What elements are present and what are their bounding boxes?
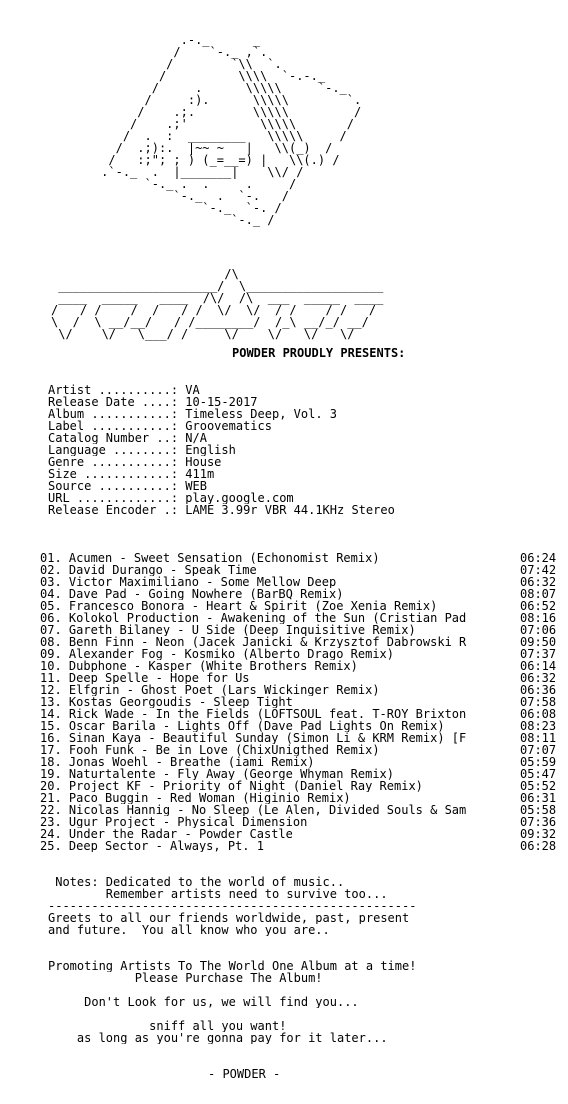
greets-line: Greets to all our friends worldwide, past, present (48, 912, 410, 924)
track-time: 05:47 (520, 767, 557, 781)
footer-signature: - POWDER - (208, 1067, 281, 1081)
sniff-line: sniff all you want! (48, 1020, 287, 1032)
track-time: 06:32 (520, 575, 557, 589)
nfo-footer-text (48, 858, 548, 1044)
track-time: 05:59 (520, 755, 557, 769)
track-row (0, 576, 568, 588)
track-time: 06:32 (520, 671, 557, 685)
track-row (0, 624, 568, 636)
track-title: 04. Dave Pad - Going Nowhere (BarBQ Remix) (40, 588, 344, 600)
track-row (0, 684, 568, 696)
track-row (0, 744, 568, 756)
track-time: 06:52 (520, 599, 557, 613)
track-row (0, 768, 568, 780)
track-row (0, 780, 568, 792)
info-row: Catalog Number ..: N/A (48, 432, 207, 444)
track-title: 06. Kolokol Production - Awakening of the Sun (Cristian Pad (40, 612, 467, 624)
track-time: 07:07 (520, 743, 557, 757)
track-title: 02. David Durango - Speak Time (40, 564, 257, 576)
track-row (0, 588, 568, 600)
track-time: 05:52 (520, 779, 557, 793)
info-row: Language ........: English (48, 444, 236, 456)
notes-rule: --------------------------------------------------- (48, 900, 417, 912)
track-time: 07:37 (520, 647, 557, 661)
notes-line: Remember artists need to survive too... (48, 888, 388, 900)
track-row (0, 564, 568, 576)
track-title: 17. Fooh Funk - Be in Love (ChixUnigthed Remix) (40, 744, 380, 756)
track-time: 06:36 (520, 683, 557, 697)
track-title: 08. Benn Finn - Neon (Jacek Janicki & Krzysztof Dabrowski R (40, 636, 467, 648)
track-row (0, 708, 568, 720)
tracklist (0, 552, 568, 852)
track-row (0, 828, 568, 840)
info-row: Artist ..........: VA (48, 384, 200, 396)
track-time: 07:42 (520, 563, 557, 577)
track-row (0, 636, 568, 648)
track-title: 16. Sinan Kaya - Beautiful Sunday (Simon Li & KRM Remix) [F (40, 732, 467, 744)
track-time: 08:11 (520, 731, 557, 745)
track-time: 07:06 (520, 623, 557, 637)
track-title: 22. Nicolas Hannig - No Sleep (Le Alen, Divided Souls & Sam (40, 804, 467, 816)
track-time: 09:32 (520, 827, 557, 841)
divider: ___________________________________________________ (48, 858, 417, 870)
track-title: 05. Francesco Bonora - Heart & Spirit (Zoe Xenia Remix) (40, 600, 438, 612)
info-row: Label ...........: Groovematics (48, 420, 272, 432)
track-row (0, 732, 568, 744)
presents-heading: POWDER PROUDLY PRESENTS: (232, 346, 406, 360)
promo-line: Promoting Artists To The World One Album at a time! (48, 960, 417, 972)
track-row (0, 660, 568, 672)
track-time: 08:16 (520, 611, 557, 625)
track-time: 06:28 (520, 839, 557, 853)
track-time: 06:14 (520, 659, 557, 673)
track-title: 09. Alexander Fog - Kosmiko (Alberto Drago Remix) (40, 648, 395, 660)
info-row: Size ............: 411m (48, 468, 215, 480)
track-title: 21. Paco Buggin - Red Woman (Higinio Remix) (40, 792, 351, 804)
track-time: 05:58 (520, 803, 557, 817)
greets-line: and future. You all know who you are.. (48, 924, 330, 936)
track-row (0, 600, 568, 612)
track-row (0, 720, 568, 732)
track-title: 25. Deep Sector - Always, Pt. 1 (40, 840, 264, 852)
track-time: 06:31 (520, 791, 557, 805)
lookfor-line: Don't Look for us, we will find you... (48, 996, 359, 1008)
sniff-line: as long as you're gonna pay for it later... (48, 1032, 388, 1044)
powder-ascii-logo (51, 268, 461, 348)
promo-line: Please Purchase The Album! (48, 972, 323, 984)
track-row (0, 672, 568, 684)
track-title: 12. Elfgrin - Ghost Poet (Lars Wickinger Remix) (40, 684, 380, 696)
track-row (0, 816, 568, 828)
info-row: Source ..........: WEB (48, 480, 207, 492)
track-title: 18. Jonas Woehl - Breathe (iami Remix) (40, 756, 315, 768)
divider: ___________________________________________________ (48, 516, 417, 528)
track-row (0, 696, 568, 708)
info-row: Release Encoder .: LAME 3.99r VBR 44.1KHz Stereo (48, 504, 395, 516)
info-row: URL .............: play.google.com (48, 492, 294, 504)
track-time: 08:23 (520, 719, 557, 733)
track-time: 07:58 (520, 695, 557, 709)
info-row: Genre ...........: House (48, 456, 222, 468)
track-row (0, 840, 568, 852)
track-time: 06:24 (520, 551, 557, 565)
track-row (0, 648, 568, 660)
ascii-logo-text: /\ ______________________/ \___________________ ____ _____ ____ /\/ /\ ___ _____ ____ / / / / / / / \/ \/ / / / / / \ / \ __/__/ / /________/ /_\ __/_/ __/ \/ \/ \___/ / \/ \/ \/ \/ (51, 268, 384, 341)
release-info-block (48, 384, 548, 528)
track-title: 15. Oscar Barila - Lights Off (Dave Pad Lights On Remix) (40, 720, 445, 732)
track-title: 19. Naturtalente - Fly Away (George Whyman Remix) (40, 768, 395, 780)
track-row (0, 792, 568, 804)
notes-line: Notes: Dedicated to the world of music.. (48, 876, 345, 888)
track-row (0, 804, 568, 816)
track-row (0, 756, 568, 768)
track-time: 07:36 (520, 815, 557, 829)
track-title: 13. Kostas Georgoudis - Sleep Tight (40, 696, 293, 708)
track-title: 03. Victor Maximiliano - Some Mellow Deep (40, 576, 337, 588)
track-title: 01. Acumen - Sweet Sensation (Echonomist Remix) (40, 552, 380, 564)
info-row: Album ...........: Timeless Deep, Vol. 3 (48, 408, 337, 420)
info-row: Release Date ....: 10-15-2017 (48, 396, 258, 408)
track-time: 09:50 (520, 635, 557, 649)
track-title: 24. Under the Radar - Powder Castle (40, 828, 293, 840)
track-row (0, 612, 568, 624)
track-title: 07. Gareth Bilaney - U Side (Deep Inquisitive Remix) (40, 624, 416, 636)
track-title: 14. Rick Wade - In the Fields (LOFTSOUL feat. T-ROY Brixton (40, 708, 467, 720)
track-title: 20. Project KF - Priority of Night (Daniel Ray Remix) (40, 780, 423, 792)
track-time: 08:07 (520, 587, 557, 601)
track-title: 23. Ugur Project - Physical Dimension (40, 816, 308, 828)
track-time: 06:08 (520, 707, 557, 721)
ascii-tilted-box-art: .-._ _ / `-._ ,`. / `\\ `. / \\\\ `-.-._ / . \\\\\ `-._ / :). \\\\\ `. / .;. \\\\\ / / .;' \\\\\ / / . : ________ \\\\\ / / .;):. |~~ ~ | \\(_) / / :;"; ; ) (_=__=) | \\(.) / .`-._ . |_______| \\/ / `-._ . . . / `-._ . `-. / `-._ `-. / `-._ / (101, 34, 362, 227)
track-title: 10. Dubphone - Kasper (White Brothers Remix) (40, 660, 358, 672)
track-title: 11. Deep Spelle - Hope for Us (40, 672, 250, 684)
track-row (0, 552, 568, 564)
